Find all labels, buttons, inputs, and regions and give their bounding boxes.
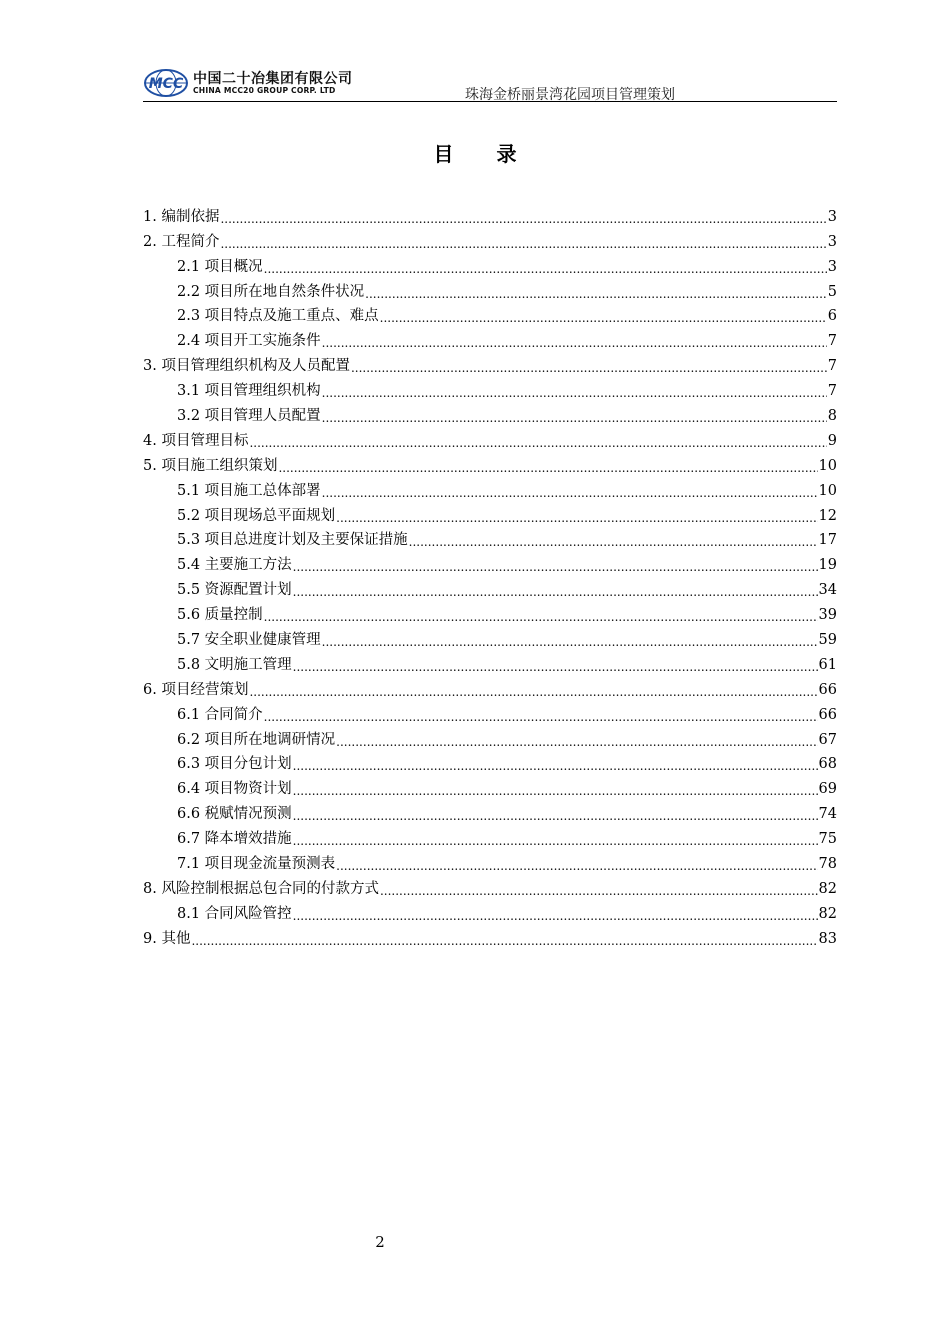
- header-divider: [143, 101, 837, 102]
- toc-entry[interactable]: [143, 724, 837, 749]
- toc-leader-dots: [380, 884, 818, 898]
- toc-entry[interactable]: [143, 425, 837, 450]
- toc-entry[interactable]: [143, 823, 837, 848]
- toc-leader-dots: [293, 585, 818, 599]
- toc-entry-page: 39: [818, 607, 837, 624]
- toc-entry-label: 2.3 项目特点及施工重点、难点: [177, 308, 379, 325]
- toc-entry-page: 7: [827, 358, 837, 375]
- toc-entry-page: 8: [827, 408, 837, 425]
- toc-leader-dots: [191, 934, 817, 948]
- toc-entry-page: 61: [818, 656, 837, 673]
- toc-leader-dots: [293, 784, 818, 798]
- toc-entry[interactable]: [143, 375, 837, 400]
- toc-leader-dots: [336, 859, 817, 873]
- toc-leader-dots: [293, 834, 818, 848]
- toc-entry[interactable]: [143, 873, 837, 898]
- toc-entry[interactable]: [143, 599, 837, 624]
- toc-entry[interactable]: [143, 475, 837, 500]
- toc-heading: 目 录: [433, 142, 535, 166]
- toc-entry-page: 3: [827, 208, 837, 225]
- toc-entry-page: 66: [818, 681, 837, 698]
- toc-entry-page: 10: [818, 457, 837, 474]
- toc-entry-label: 9. 其他: [143, 930, 191, 947]
- toc-entry[interactable]: [143, 525, 837, 550]
- toc-leader-dots: [336, 735, 817, 749]
- toc-entry-label: 5.2 项目现场总平面规划: [177, 507, 336, 524]
- toc-entry-page: 3: [827, 233, 837, 250]
- toc-entry-label: 5.1 项目施工总体部署: [177, 482, 321, 499]
- toc-entry-label: 3.1 项目管理组织机构: [177, 383, 321, 400]
- toc-entry[interactable]: [143, 898, 837, 923]
- toc-entry-page: 7: [827, 383, 837, 400]
- toc-entry[interactable]: [143, 500, 837, 525]
- toc-entry-label: 5.3 项目总进度计划及主要保证措施: [177, 532, 408, 549]
- toc-entry-label: 2.2 项目所在地自然条件状况: [177, 283, 365, 300]
- toc-entry-label: 6. 项目经营策划: [143, 681, 249, 698]
- company-name-en: CHINA MCC20 GROUP CORP. LTD: [193, 86, 336, 95]
- toc-entry-label: 6.3 项目分包计划: [177, 756, 292, 773]
- toc-entry-page: 5: [827, 283, 837, 300]
- toc-leader-dots: [293, 560, 818, 574]
- table-of-contents: [143, 201, 837, 948]
- toc-entry-page: 6: [827, 308, 837, 325]
- toc-entry-label: 4. 项目管理目标: [143, 432, 249, 449]
- toc-entry-page: 78: [818, 856, 837, 873]
- toc-entry[interactable]: [143, 699, 837, 724]
- toc-entry-label: 3. 项目管理组织机构及人员配置: [143, 358, 350, 375]
- toc-leader-dots: [264, 710, 818, 724]
- toc-leader-dots: [293, 660, 818, 674]
- toc-leader-dots: [322, 486, 818, 500]
- toc-entry-label: 8. 风险控制根据总包合同的付款方式: [143, 880, 379, 897]
- toc-entry-label: 5.7 安全职业健康管理: [177, 632, 321, 649]
- toc-leader-dots: [322, 336, 827, 350]
- toc-entry-page: 12: [818, 507, 837, 524]
- toc-entry[interactable]: [143, 798, 837, 823]
- mcc-logo-icon: [143, 68, 189, 98]
- toc-entry[interactable]: [143, 549, 837, 574]
- toc-entry[interactable]: [143, 649, 837, 674]
- toc-leader-dots: [322, 411, 827, 425]
- toc-entry-label: 1. 编制依据: [143, 208, 220, 225]
- toc-entry[interactable]: [143, 201, 837, 226]
- toc-entry[interactable]: [143, 624, 837, 649]
- toc-leader-dots: [351, 361, 827, 375]
- toc-entry-label: 5.4 主要施工方法: [177, 557, 292, 574]
- toc-entry-label: 2. 工程简介: [143, 233, 220, 250]
- toc-entry[interactable]: [143, 749, 837, 774]
- toc-entry-label: 6.4 项目物资计划: [177, 781, 292, 798]
- toc-entry-label: 8.1 合同风险管控: [177, 905, 292, 922]
- toc-entry[interactable]: [143, 773, 837, 798]
- toc-entry-page: 66: [818, 706, 837, 723]
- toc-entry-page: 59: [818, 632, 837, 649]
- toc-entry[interactable]: [143, 400, 837, 425]
- toc-entry-page: 69: [818, 781, 837, 798]
- toc-entry-page: 34: [818, 582, 837, 599]
- toc-entry-page: 7: [827, 333, 837, 350]
- toc-leader-dots: [380, 311, 827, 325]
- toc-leader-dots: [293, 909, 818, 923]
- toc-entry-label: 6.1 合同简介: [177, 706, 263, 723]
- toc-leader-dots: [365, 287, 827, 301]
- toc-entry[interactable]: [143, 251, 837, 276]
- toc-entry-page: 74: [818, 806, 837, 823]
- toc-entry[interactable]: [143, 674, 837, 699]
- toc-entry-page: 3: [827, 258, 837, 275]
- toc-entry-label: 2.1 项目概况: [177, 258, 263, 275]
- toc-leader-dots: [249, 436, 826, 450]
- company-name-cn: 中国二十冶集团有限公司: [193, 71, 353, 87]
- toc-entry[interactable]: [143, 301, 837, 326]
- toc-entry-page: 68: [818, 756, 837, 773]
- toc-entry-page: 75: [818, 831, 837, 848]
- toc-leader-dots: [220, 212, 826, 226]
- toc-leader-dots: [322, 386, 827, 400]
- toc-entry-page: 82: [818, 905, 837, 922]
- toc-entry-label: 7.1 项目现金流量预测表: [177, 856, 336, 873]
- toc-entry-page: 9: [827, 432, 837, 449]
- toc-leader-dots: [409, 535, 818, 549]
- toc-entry[interactable]: [143, 276, 837, 301]
- toc-entry-label: 5.6 质量控制: [177, 607, 263, 624]
- toc-leader-dots: [293, 759, 818, 773]
- toc-entry[interactable]: [143, 450, 837, 475]
- logo-mark-text: MCC: [148, 76, 184, 92]
- toc-leader-dots: [249, 685, 817, 699]
- toc-entry[interactable]: [143, 848, 837, 873]
- toc-entry-label: 6.7 降本增效措施: [177, 831, 292, 848]
- toc-entry-page: 82: [818, 880, 837, 897]
- toc-entry-label: 2.4 项目开工实施条件: [177, 333, 321, 350]
- toc-entry-label: 3.2 项目管理人员配置: [177, 408, 321, 425]
- toc-entry-label: 6.6 税赋情况预测: [177, 806, 292, 823]
- toc-entry-label: 5.8 文明施工管理: [177, 656, 292, 673]
- toc-entry-page: 67: [818, 731, 837, 748]
- page-header: [143, 66, 837, 104]
- toc-leader-dots: [264, 610, 818, 624]
- toc-leader-dots: [293, 809, 818, 823]
- toc-entry-label: 6.2 项目所在地调研情况: [177, 731, 336, 748]
- toc-leader-dots: [264, 262, 827, 276]
- toc-entry-page: 83: [818, 930, 837, 947]
- page-number: 2: [375, 1233, 385, 1251]
- document-title: 珠海金桥丽景湾花园项目管理策划: [465, 87, 675, 103]
- toc-leader-dots: [278, 461, 817, 475]
- toc-entry[interactable]: [143, 350, 837, 375]
- toc-entry-label: 5.5 资源配置计划: [177, 582, 292, 599]
- toc-entry-page: 10: [818, 482, 837, 499]
- toc-entry[interactable]: [143, 574, 837, 599]
- toc-leader-dots: [220, 237, 826, 251]
- toc-entry-page: 17: [818, 532, 837, 549]
- toc-entry[interactable]: [143, 325, 837, 350]
- toc-entry-label: 5. 项目施工组织策划: [143, 457, 278, 474]
- toc-entry[interactable]: [143, 923, 837, 948]
- toc-leader-dots: [336, 511, 817, 525]
- toc-leader-dots: [322, 635, 818, 649]
- toc-entry[interactable]: [143, 226, 837, 251]
- toc-entry-page: 19: [818, 557, 837, 574]
